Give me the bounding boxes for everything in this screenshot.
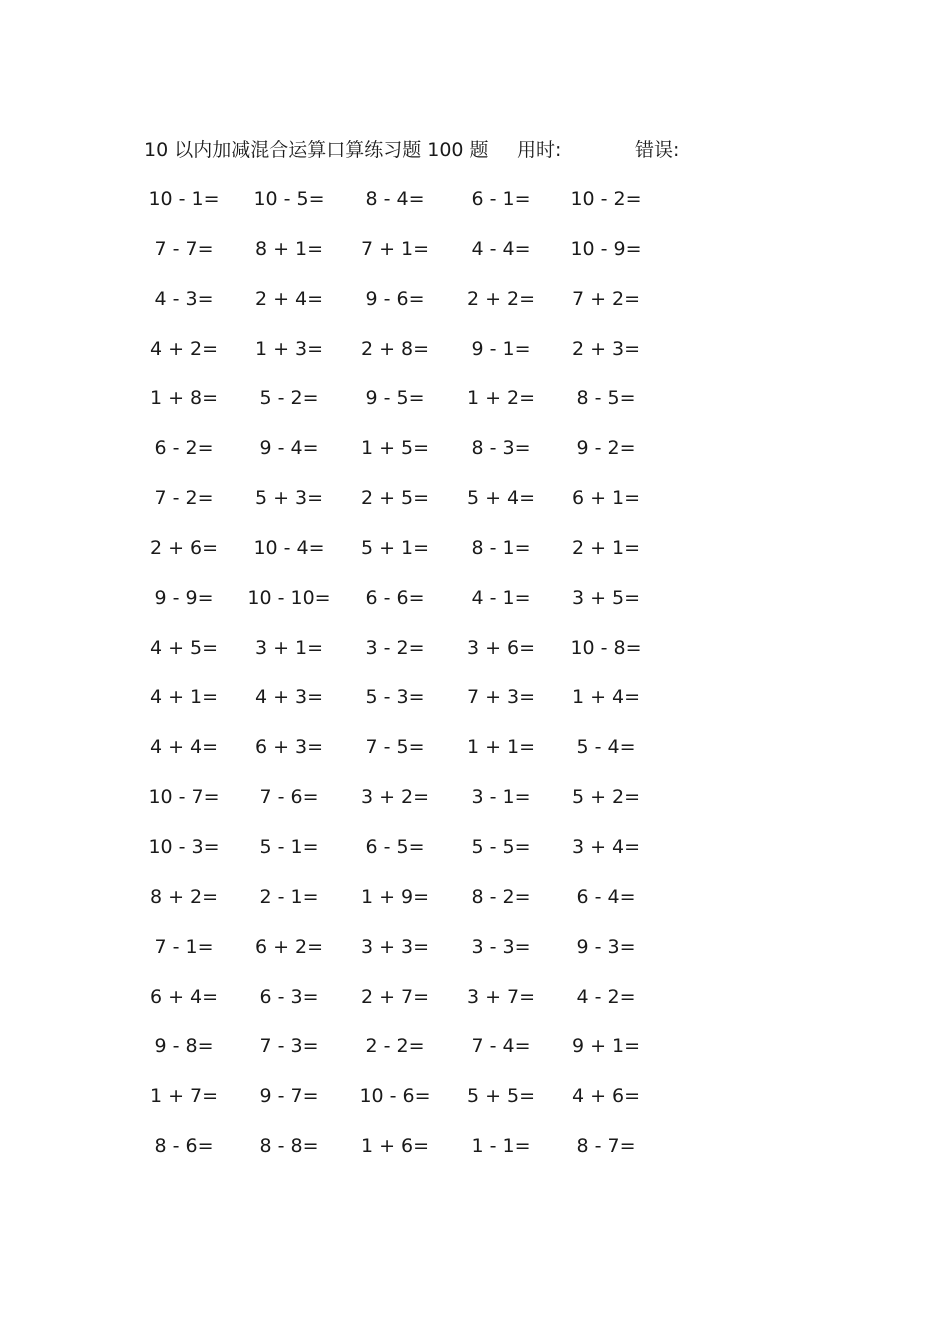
error-count-label: 错误: xyxy=(635,139,680,161)
math-problem: 7 + 3= xyxy=(466,686,536,709)
math-problem: 5 + 5= xyxy=(466,1085,536,1108)
math-problem: 1 + 6= xyxy=(360,1135,430,1158)
math-problem: 5 - 4= xyxy=(576,736,636,759)
math-problem: 1 + 5= xyxy=(360,437,430,460)
problem-row xyxy=(0,384,950,434)
math-problem: 6 - 2= xyxy=(154,437,214,460)
math-problem: 9 - 9= xyxy=(154,586,214,609)
math-problem: 3 + 2= xyxy=(360,786,430,809)
problem-row xyxy=(0,235,950,285)
problem-row xyxy=(0,185,950,235)
math-problem: 3 + 3= xyxy=(360,935,430,958)
math-problem: 7 - 7= xyxy=(154,237,214,260)
math-problem: 7 - 6= xyxy=(259,786,319,809)
math-problem: 8 - 6= xyxy=(154,1135,214,1158)
problem-row xyxy=(0,683,950,733)
math-problem: 3 + 5= xyxy=(571,586,641,609)
math-problem: 4 + 2= xyxy=(149,337,219,360)
math-problem: 4 + 4= xyxy=(149,736,219,759)
math-problem: 4 - 3= xyxy=(154,287,214,310)
math-problem: 10 - 5= xyxy=(253,188,325,210)
math-problem: 6 + 1= xyxy=(571,487,641,510)
math-problem: 10 - 3= xyxy=(148,835,220,858)
math-problem: 4 - 1= xyxy=(471,586,531,609)
math-problem: 8 - 5= xyxy=(576,387,636,410)
problem-row xyxy=(0,983,950,1033)
math-problem: 2 + 5= xyxy=(360,487,430,510)
math-problem: 3 - 2= xyxy=(365,636,425,659)
math-problem: 1 + 4= xyxy=(571,686,641,709)
math-problem: 3 + 1= xyxy=(254,636,324,659)
problem-grid xyxy=(0,185,950,1182)
math-problem: 6 + 3= xyxy=(254,736,324,759)
problem-row xyxy=(0,783,950,833)
math-problem: 10 - 6= xyxy=(359,1085,431,1108)
math-problem: 2 - 1= xyxy=(259,885,319,908)
math-problem: 3 - 3= xyxy=(471,935,531,958)
math-problem: 4 - 2= xyxy=(576,985,636,1008)
math-problem: 6 - 3= xyxy=(259,985,319,1008)
math-problem: 10 - 2= xyxy=(570,188,642,210)
problem-row xyxy=(0,584,950,634)
math-problem: 8 - 3= xyxy=(471,437,531,460)
math-problem: 8 + 2= xyxy=(149,885,219,908)
math-problem: 1 - 1= xyxy=(471,1135,531,1158)
math-problem: 10 - 1= xyxy=(148,188,220,210)
math-problem: 7 - 5= xyxy=(365,736,425,759)
math-problem: 7 + 1= xyxy=(360,237,430,260)
math-problem: 7 - 2= xyxy=(154,487,214,510)
math-problem: 1 + 7= xyxy=(149,1085,219,1108)
math-problem: 5 + 1= xyxy=(360,536,430,559)
math-problem: 9 - 7= xyxy=(259,1085,319,1108)
math-problem: 4 + 1= xyxy=(149,686,219,709)
math-problem: 5 - 2= xyxy=(259,387,319,410)
math-problem: 9 - 2= xyxy=(576,437,636,460)
math-problem: 8 - 2= xyxy=(471,885,531,908)
math-problem: 5 - 3= xyxy=(365,686,425,709)
math-problem: 8 - 4= xyxy=(365,188,425,210)
problem-row xyxy=(0,733,950,783)
math-problem: 7 + 2= xyxy=(571,287,641,310)
math-problem: 3 + 7= xyxy=(466,985,536,1008)
math-problem: 9 - 4= xyxy=(259,437,319,460)
problem-row xyxy=(0,1082,950,1132)
math-problem: 9 - 6= xyxy=(365,287,425,310)
problem-row xyxy=(0,534,950,584)
problem-row xyxy=(0,484,950,534)
math-problem: 9 - 1= xyxy=(471,337,531,360)
math-problem: 3 + 4= xyxy=(571,835,641,858)
math-problem: 5 + 2= xyxy=(571,786,641,809)
math-problem: 7 - 1= xyxy=(154,935,214,958)
math-problem: 2 + 1= xyxy=(571,536,641,559)
math-problem: 4 + 6= xyxy=(571,1085,641,1108)
math-problem: 8 + 1= xyxy=(254,237,324,260)
math-problem: 1 + 9= xyxy=(360,885,430,908)
math-problem: 4 - 4= xyxy=(471,237,531,260)
math-problem: 9 - 5= xyxy=(365,387,425,410)
math-problem: 5 + 3= xyxy=(254,487,324,510)
math-problem: 8 - 7= xyxy=(576,1135,636,1158)
math-problem: 1 + 8= xyxy=(149,387,219,410)
math-problem: 3 + 6= xyxy=(466,636,536,659)
math-problem: 10 - 7= xyxy=(148,786,220,809)
math-problem: 8 - 1= xyxy=(471,536,531,559)
math-problem: 10 - 9= xyxy=(570,237,642,260)
math-problem: 4 + 3= xyxy=(254,686,324,709)
math-problem: 2 + 7= xyxy=(360,985,430,1008)
math-problem: 2 + 6= xyxy=(149,536,219,559)
math-problem: 7 - 4= xyxy=(471,1035,531,1058)
math-problem: 5 - 1= xyxy=(259,835,319,858)
problem-row xyxy=(0,434,950,484)
math-problem: 3 - 1= xyxy=(471,786,531,809)
math-problem: 2 + 4= xyxy=(254,287,324,310)
math-problem: 6 - 4= xyxy=(576,885,636,908)
problem-row xyxy=(0,1032,950,1082)
math-problem: 10 - 4= xyxy=(253,536,325,559)
math-problem: 4 + 5= xyxy=(149,636,219,659)
problem-row xyxy=(0,883,950,933)
problem-row xyxy=(0,335,950,385)
problem-row xyxy=(0,833,950,883)
math-problem: 2 + 2= xyxy=(466,287,536,310)
math-problem: 10 - 8= xyxy=(570,636,642,659)
math-problem: 1 + 2= xyxy=(466,387,536,410)
math-problem: 2 - 2= xyxy=(365,1035,425,1058)
math-problem: 9 - 3= xyxy=(576,935,636,958)
math-problem: 6 - 6= xyxy=(365,586,425,609)
math-problem: 6 - 1= xyxy=(471,188,531,210)
math-problem: 6 + 4= xyxy=(149,985,219,1008)
worksheet-title: 10 以内加减混合运算口算练习题 100 题 xyxy=(144,139,489,161)
math-problem: 2 + 8= xyxy=(360,337,430,360)
math-problem: 9 + 1= xyxy=(571,1035,641,1058)
problem-row xyxy=(0,634,950,684)
math-problem: 6 + 2= xyxy=(254,935,324,958)
math-problem: 2 + 3= xyxy=(571,337,641,360)
math-problem: 9 - 8= xyxy=(154,1035,214,1058)
math-problem: 10 - 10= xyxy=(247,586,331,609)
problem-row xyxy=(0,933,950,983)
math-problem: 5 + 4= xyxy=(466,487,536,510)
problem-row xyxy=(0,1132,950,1182)
math-problem: 8 - 8= xyxy=(259,1135,319,1158)
math-problem: 1 + 3= xyxy=(254,337,324,360)
problem-row xyxy=(0,285,950,335)
math-problem: 1 + 1= xyxy=(466,736,536,759)
time-used-label: 用时: xyxy=(517,139,562,161)
math-problem: 6 - 5= xyxy=(365,835,425,858)
math-problem: 5 - 5= xyxy=(471,835,531,858)
math-problem: 7 - 3= xyxy=(259,1035,319,1058)
